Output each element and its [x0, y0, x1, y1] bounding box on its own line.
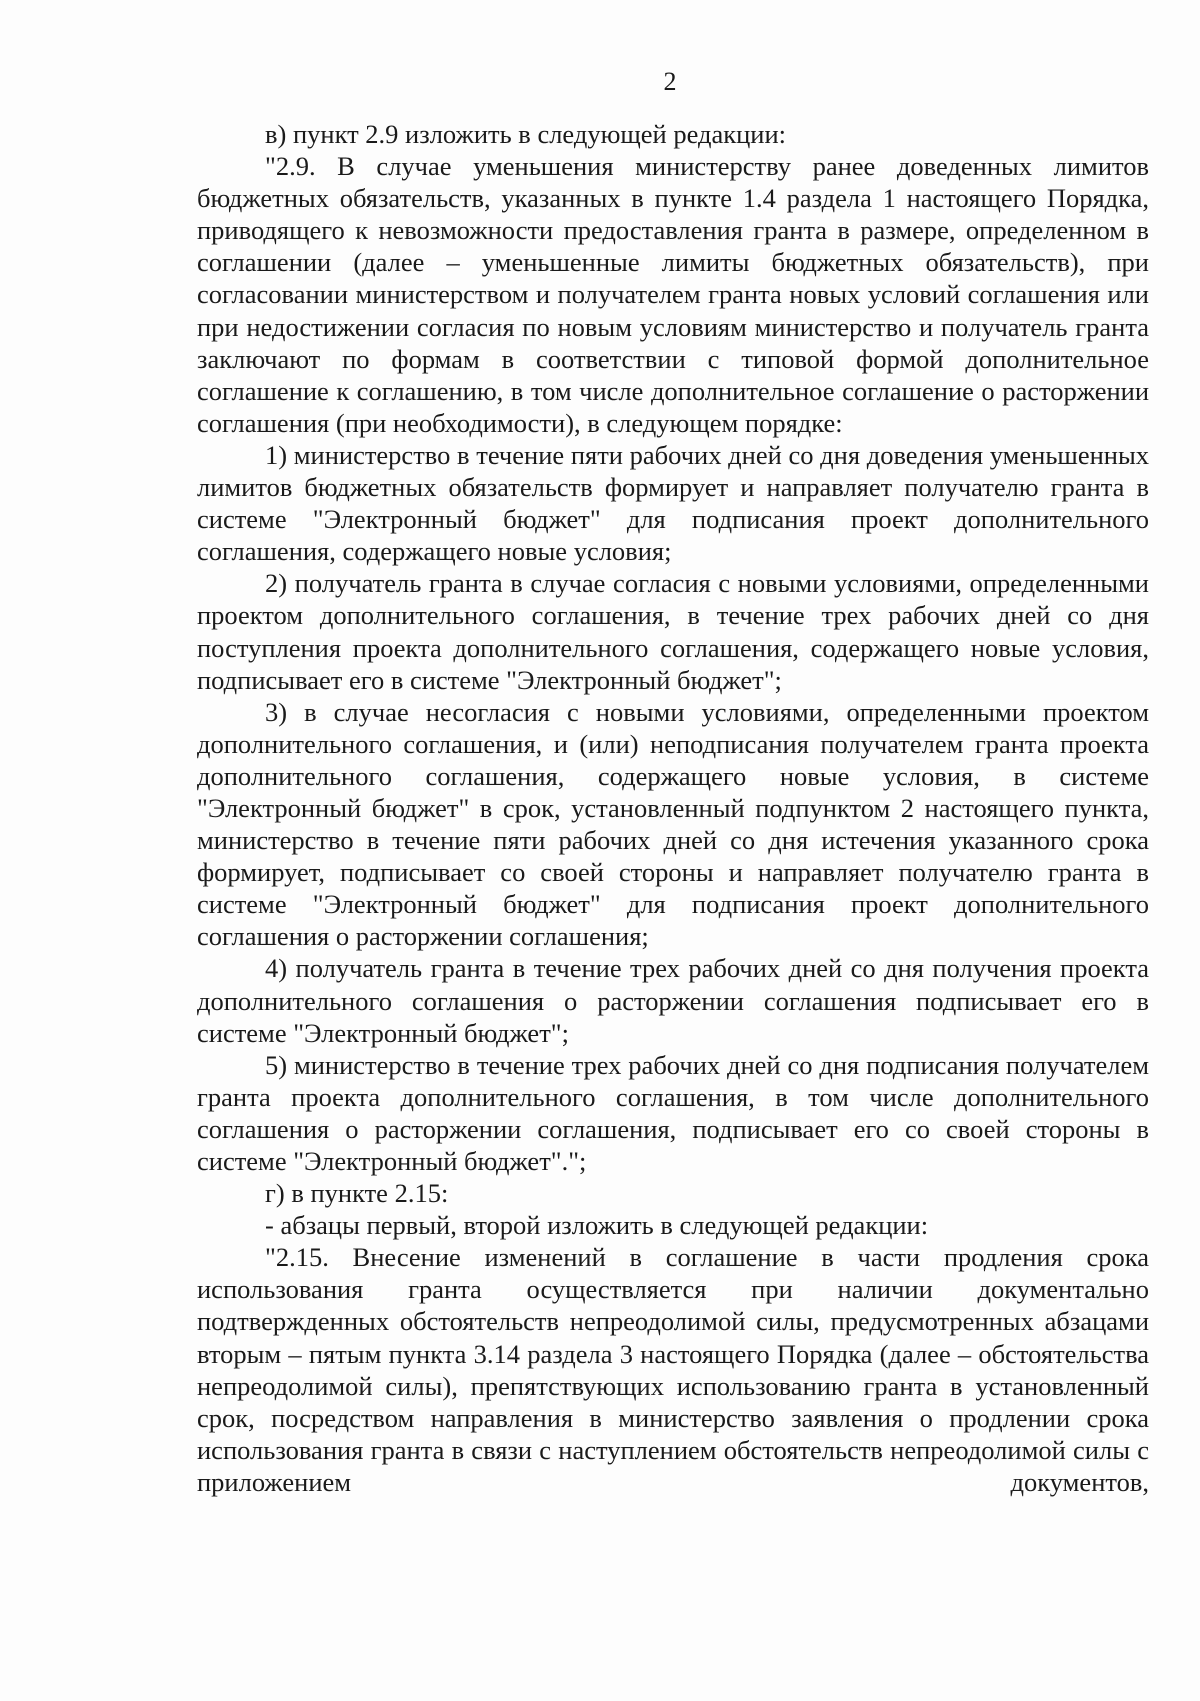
paragraph-subitem-2: 2) получатель гранта в случае согласия с новыми условиями, определенными проектом дополнительного соглашения, в течение трех рабочих дней со дня поступления проекта дополнительного соглашения, содержащего новые условия, подписывает его в системе "Электронный бюджет"; — [197, 568, 1149, 695]
paragraph-dash-item: - абзацы первый, второй изложить в следующей редакции: — [265, 1210, 929, 1241]
paragraph-item-g: г) в пункте 2.15: — [265, 1178, 449, 1209]
page-number: 2 — [663, 67, 677, 96]
paragraph-subitem-1: 1) министерство в течение пяти рабочих дней со дня доведения уменьшенных лимитов бюджетных обязательств формирует и направляет получателю гранта в системе "Электронный бюджет" для подписания проект дополнительного соглашения, содержащего новые условия; — [197, 439, 1149, 567]
paragraph-subitem-3: 3) в случае несогласия с новыми условиями, определенными проектом дополнительного соглашения, и (или) неподписания получателем гранта проекта дополнительного соглашения, содержащего новые условия, в системе "Электронный бюджет" в срок, установленный подпунктом 2 настоящего пункта, министерство в течение пяти рабочих дней со дня истечения указанного срока формирует, подписывает со своей стороны и направляет получателю гранта в системе "Электронный бюджет" для подписания проект дополнительного соглашения о расторжении соглашения; — [197, 696, 1149, 952]
paragraph-clause-2-9: "2.9. В случае уменьшения министерству ранее доведенных лимитов бюджетных обязательств, указанных в пункте 1.4 раздела 1 настоящего Порядка, приводящего к невозможности предоставления гранта в размере, определенном в соглашении (далее – уменьшенные лимиты бюджетных обязательств), при согласовании министерством и получателем гранта новых условий соглашения или при недостижении согласия по новым условиям министерство и получатель гранта заключают по формам в соответствии с типовой формой дополнительное соглашение к соглашению, в том числе дополнительное соглашение о расторжении соглашения (при необходимости), в следующем порядке: — [197, 151, 1149, 438]
paragraph-item-v: в) пункт 2.9 изложить в следующей редакции: — [265, 119, 787, 149]
paragraph-subitem-4: 4) получатель гранта в течение трех рабочих дней со дня получения проекта дополнительного соглашения о расторжении соглашения подписывает его в системе "Электронный бюджет"; — [197, 953, 1149, 1048]
paragraph-clause-2-15: "2.15. Внесение изменений в соглашение в части продления срока использования гранта осуществляется при наличии документально подтвержденных обстоятельств непреодолимой силы, предусмотренных абзацами вторым – пятым пункта 3.14 раздела 3 настоящего Порядка (далее – обстоятельства непреодолимой силы), препятствующих использованию гранта в установленный срок, посредством направления в министерство заявления о продлении срока использования гранта в связи с наступлением обстоятельств непреодолимой силы с приложением документов, — [197, 1242, 1149, 1497]
paragraph-subitem-5: 5) министерство в течение трех рабочих дней со дня подписания получателем гранта проекта дополнительного соглашения, в том числе дополнительного соглашения о расторжении соглашения, подписывает его со своей стороны в системе "Электронный бюджет"."; — [197, 1049, 1149, 1176]
document-body — [197, 118, 1149, 1498]
